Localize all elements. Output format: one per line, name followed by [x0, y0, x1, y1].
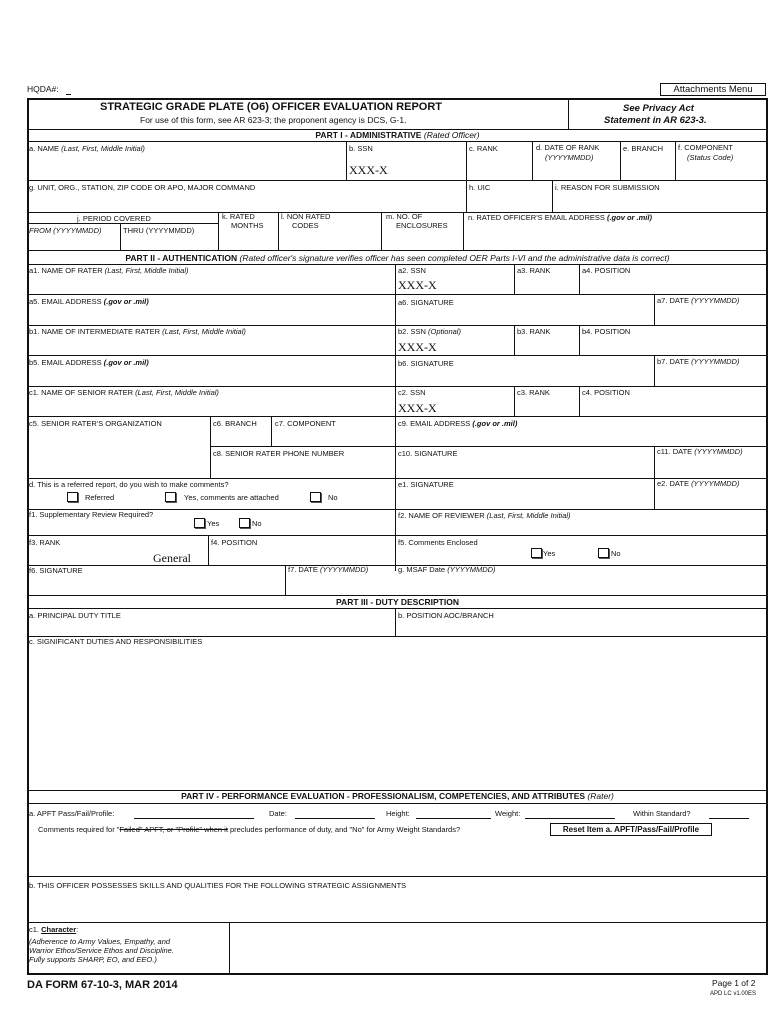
reviewer-date-label[interactable]: f7. DATE (YYYYMMDD) — [288, 565, 369, 574]
hqda-field[interactable] — [66, 94, 71, 95]
referred-label: Referred — [85, 493, 115, 502]
part3-heading: PART III - DUTY DESCRIPTION — [336, 597, 459, 607]
non-rated-codes-label[interactable]: l. NON RATED — [281, 212, 331, 221]
apft-date-label: Date: — [269, 809, 287, 818]
period-covered-label: j. PERIOD COVERED — [77, 214, 151, 223]
intermediate-rater-ssn-label: b2. SSN (Optional) — [398, 327, 461, 336]
rater-name-label[interactable]: a1. NAME OF RATER (Last, First, Middle Initial) — [29, 266, 189, 275]
character-description-line1: (Adherence to Army Values, Empathy, and — [29, 937, 171, 946]
reviewer-name-label[interactable]: f2. NAME OF REVIEWER (Last, First, Middle Initial) — [398, 511, 571, 520]
name-label[interactable]: a. NAME (Last, First, Middle Initial) — [29, 144, 145, 153]
rater-ssn-value[interactable]: XXX-X — [398, 278, 437, 292]
intermediate-rater-email-label[interactable]: b5. EMAIL ADDRESS (.gov or .mil) — [29, 358, 149, 367]
supplementary-yes-label: Yes — [207, 519, 220, 528]
rated-months-label[interactable]: k. RATED — [222, 212, 255, 221]
enclosures-label[interactable]: m. NO. OF — [386, 212, 423, 221]
reviewer-rank-label: f3. RANK — [29, 538, 61, 547]
apft-field[interactable] — [134, 818, 254, 819]
senior-rater-date-label[interactable]: c11. DATE (YYYYMMDD) — [657, 447, 743, 456]
weight-label: Weight: — [495, 809, 521, 818]
senior-rater-branch-label[interactable]: c6. BRANCH — [213, 419, 257, 428]
within-standard-label: Within Standard? — [633, 809, 691, 818]
comments-enclosed-yes-checkbox[interactable] — [531, 548, 542, 558]
form-number: DA FORM 67-10-3, MAR 2014 — [27, 979, 178, 991]
supplementary-no-label: No — [252, 519, 262, 528]
weight-field[interactable] — [525, 818, 615, 819]
version-label: APD LC v1.00ES — [710, 991, 757, 997]
within-standard-field[interactable] — [709, 818, 749, 819]
intermediate-rater-rank-label[interactable]: b3. RANK — [517, 327, 551, 336]
comments-attached-label: Yes, comments are attached — [184, 493, 279, 502]
rater-signature-label[interactable]: a6. SIGNATURE — [398, 298, 454, 307]
referred-report-question: d. This is a referred report, do you wish to make comments? — [29, 480, 229, 489]
apft-label: a. APFT Pass/Fail/Profile: — [29, 809, 115, 818]
height-field[interactable] — [416, 818, 491, 819]
supplementary-no-checkbox[interactable] — [239, 518, 250, 528]
thru-label[interactable]: THRU (YYYYMMDD) — [123, 226, 195, 235]
position-aoc-branch-label[interactable]: b. POSITION AOC/BRANCH — [398, 611, 494, 620]
rated-officer-email-label[interactable]: n. RATED OFFICER'S EMAIL ADDRESS (.gov or .mil) — [468, 213, 652, 222]
character-description-line2: Warrior Ethos/Service Ethos and Discipline. — [29, 946, 174, 955]
comments-enclosed-no-label: No — [611, 549, 621, 558]
e2-date-label[interactable]: e2. DATE (YYYYMMDD) — [657, 479, 740, 488]
reset-apft-button[interactable]: Reset Item a. APFT/Pass/Fail/Profile — [550, 823, 712, 836]
attachments-menu-button[interactable]: Attachments Menu — [660, 83, 766, 96]
part1-heading: PART I - ADMINISTRATIVE (Rated Officer) — [315, 130, 480, 140]
rater-position-label[interactable]: a4. POSITION — [582, 266, 631, 275]
intermediate-rater-position-label[interactable]: b4. POSITION — [582, 327, 631, 336]
character-label: c1. Character: — [29, 925, 79, 934]
component-hint: (Status Code) — [687, 153, 734, 162]
reviewer-rank-value[interactable]: General — [153, 551, 191, 565]
senior-rater-ssn-label: c2. SSN — [398, 388, 426, 397]
comments-required-note: Comments required for "Failed" APFT, or "Profile" when it precludes performance of duty, and "No" for Army Weight Standards? — [38, 825, 461, 834]
senior-rater-position-label[interactable]: c4. POSITION — [582, 388, 630, 397]
no-comments-label: No — [328, 493, 338, 502]
intermediate-rater-name-label[interactable]: b1. NAME OF INTERMEDIATE RATER (Last, First, Middle Initial) — [29, 327, 246, 336]
uic-label[interactable]: h. UIC — [469, 183, 491, 192]
senior-rater-component-label[interactable]: c7. COMPONENT — [275, 419, 336, 428]
privacy-act-line1: See Privacy Act — [623, 103, 694, 114]
senior-rater-phone-label[interactable]: c8. SENIOR RATER PHONE NUMBER — [213, 449, 345, 458]
branch-label[interactable]: e. BRANCH — [623, 144, 664, 153]
significant-duties-label[interactable]: c. SIGNIFICANT DUTIES AND RESPONSIBILITIES — [29, 637, 203, 646]
reason-label[interactable]: i. REASON FOR SUBMISSION — [555, 183, 660, 192]
senior-rater-rank-label[interactable]: c3. RANK — [517, 388, 550, 397]
component-label[interactable]: f. COMPONENT — [678, 143, 734, 152]
date-of-rank-label[interactable]: d. DATE OF RANK — [536, 143, 600, 152]
rank-label[interactable]: c. RANK — [469, 144, 498, 153]
hqda-label: HQDA#: — [27, 84, 59, 94]
strategic-assignments-label[interactable]: b. THIS OFFICER POSSESSES SKILLS AND QUALITIES FOR THE FOLLOWING STRATEGIC ASSIGNMENTS — [29, 881, 407, 890]
privacy-act-line2: Statement in AR 623-3. — [604, 115, 707, 126]
senior-rater-ssn-value[interactable]: XXX-X — [398, 401, 437, 415]
rater-date-label[interactable]: a7. DATE (YYYYMMDD) — [657, 296, 740, 305]
senior-signature-e1-label[interactable]: e1. SIGNATURE — [398, 480, 454, 489]
form-title: STRATEGIC GRADE PLATE (O6) OFFICER EVALUATION REPORT — [100, 101, 443, 113]
part2-heading: PART II - AUTHENTICATION (Rated officer's signature verifies officer has seen completed OER Parts I-VI and the administrative data is correct) — [125, 253, 670, 263]
page-number: Page 1 of 2 — [712, 978, 756, 988]
character-description-line3: Fully supports SHARP, EO, and EEO.) — [29, 955, 157, 964]
ssn-label: b. SSN — [349, 144, 373, 153]
comments-enclosed-yes-label: Yes — [543, 549, 556, 558]
apft-date-field[interactable] — [295, 818, 375, 819]
character-comments-field[interactable] — [230, 923, 766, 974]
senior-rater-email-label[interactable]: c9. EMAIL ADDRESS (.gov or .mil) — [398, 419, 518, 428]
rater-ssn-label: a2. SSN — [398, 266, 426, 275]
reviewer-position-label[interactable]: f4. POSITION — [211, 538, 258, 547]
supplementary-yes-checkbox[interactable] — [194, 518, 205, 528]
senior-rater-organization-label[interactable]: c5. SENIOR RATER'S ORGANIZATION — [29, 419, 162, 428]
ssn-value[interactable]: XXX-X — [349, 163, 388, 177]
comments-attached-checkbox[interactable] — [165, 492, 176, 502]
senior-rater-name-label[interactable]: c1. NAME OF SENIOR RATER (Last, First, Middle Initial) — [29, 388, 219, 397]
msaf-date-label[interactable]: g. MSAF Date (YYYYMMDD) — [398, 565, 496, 574]
intermediate-rater-ssn-value[interactable]: XXX-X — [398, 340, 437, 354]
from-label[interactable]: FROM (YYYYMMDD) — [29, 226, 102, 235]
no-comments-checkbox[interactable] — [310, 492, 321, 502]
referred-checkbox[interactable] — [67, 492, 78, 502]
intermediate-rater-date-label[interactable]: b7. DATE (YYYYMMDD) — [657, 357, 740, 366]
rater-rank-label[interactable]: a3. RANK — [517, 266, 551, 275]
principal-duty-title-label[interactable]: a. PRINCIPAL DUTY TITLE — [29, 611, 121, 620]
form-subtitle: For use of this form, see AR 623-3; the proponent agency is DCS, G-1. — [140, 115, 407, 125]
senior-rater-signature-label[interactable]: c10. SIGNATURE — [398, 449, 458, 458]
comments-enclosed-no-checkbox[interactable] — [598, 548, 609, 558]
date-of-rank-hint: (YYYYMMDD) — [545, 153, 594, 162]
intermediate-rater-signature-label[interactable]: b6. SIGNATURE — [398, 359, 454, 368]
height-label: Height: — [386, 809, 410, 818]
part4-heading: PART IV - PERFORMANCE EVALUATION - PROFESSIONALISM, COMPETENCIES, AND ATTRIBUTES (Rater) — [181, 791, 614, 801]
reviewer-signature-label[interactable]: f6. SIGNATURE — [29, 566, 83, 575]
supplementary-review-question: f1. Supplementary Review Required? — [29, 510, 154, 519]
comments-enclosed-label: f5. Comments Enclosed — [398, 538, 478, 547]
unit-label[interactable]: g. UNIT, ORG., STATION, ZIP CODE OR APO, MAJOR COMMAND — [29, 183, 256, 192]
rater-email-label[interactable]: a5. EMAIL ADDRESS (.gov or .mil) — [29, 297, 149, 306]
